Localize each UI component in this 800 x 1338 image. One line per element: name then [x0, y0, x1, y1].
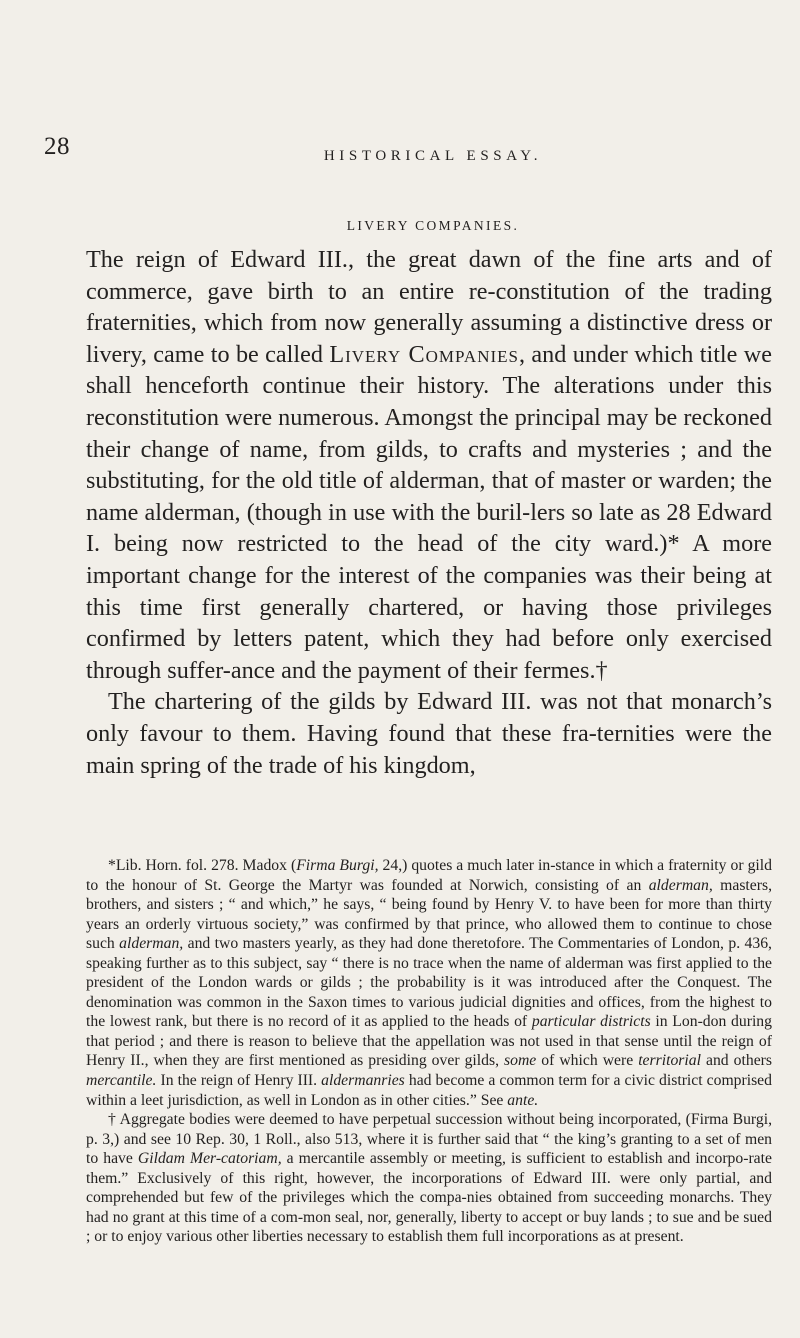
footnote-text: had become a common term for a civic district comprised within a leet jurisdiction, as well in London as in other cities.” See: [86, 1072, 772, 1109]
footnote-text: and two masters yearly, as they had done theretofore. The Commentaries of London, p. 436, speaking further as to this subject, say “ there is no trace when the name of alderman was first applied to the president of the London wards or gilds ; the probability is it was introduced after the Conquest. The denomination was common in the Saxon times to various judicial dignities and offices, from the highest to the lowest rank, but there is no record of it as applied to the heads of: [86, 935, 772, 1031]
footnote-italic: particular districts: [531, 1013, 651, 1031]
footnote-italic: Firma Burgi,: [296, 857, 379, 874]
footnote-text: In the reign of Henry III.: [156, 1072, 322, 1090]
footnote-text: of which were: [536, 1052, 639, 1070]
footnote-italic: mercantile.: [86, 1072, 157, 1090]
footnote-text: † Aggregate bodies were deemed to have perpetual succession without being incorporated, (Firma Burgi, p. 3,) and see 10 Rep. 30, 1 Roll., also 513, where it is further said that “ the king’s granting to a set of men to have: [86, 1111, 772, 1168]
footnote-italic: alderman,: [119, 935, 184, 953]
body-text-run: , and under which title we shall henceforth continue their history. The alterations under this reconstitution were numerous. Amongst the principal may be reckoned their change of name, from gilds, to crafts and mysteries ; and the substituting, for the old title of alderman, that of master or warden; the name alderman, (though in use with the buril-lers so late as 28 Edward I. being now restricted to the head of the city ward.)* A more important change for the interest of the companies was their being at this time first generally chartered, or having those privileges confirmed by letters patent, which they had before only exercised through suffer-ance and the payment of their fermes.†: [86, 340, 772, 684]
footnote-text: and others: [700, 1052, 772, 1070]
body-text-run: The reign of Edward III., the great dawn of the fine arts and of commerce, gave birth to an entire re-constitution of the trading fraternities, which from now generally assuming a distinctive dress or livery, came to be called: [86, 246, 772, 368]
footnote-text: 24,) quotes a much later in-stance in which a fraternity or gild to the honour of St. George the Martyr was founded at Norwich, consisting of an: [86, 857, 772, 894]
page-number: 28: [44, 133, 70, 160]
body-paragraph-2: The chartering of the gilds by Edward III. was not that monarch’s only favour to them. Having found that these fra-ternities were the main spring of the trade of his kingdom,: [86, 688, 772, 779]
footnote-italic: Gildam Mer-catoriam,: [137, 1150, 282, 1168]
footnote-text: masters, brothers, and sisters ; “ and which,” he says, “ being found by Henry V. to have been for more than thirty years an orderly virtuous society,” was confirmed by that prince, who allowed them to continue to chose such: [86, 876, 772, 953]
footnote-2: [86, 1110, 772, 1247]
footnote-text: a mercantile assembly or meeting, is sufficient to establish and incorpo-rate them.” Exclusively of this right, however, the incorporations of Edward III. were only partial, and comprehended but few of the privileges which the compa-nies obtained from succeeding monarchs. They had no grant at this time of a com-mon seal, nor, generally, liberty to accept or buy lands ; to sue and be sued ; or to enjoy various other liberties necessary to establish them full incorporations as at present.: [86, 1150, 772, 1246]
section-heading: LIVERY COMPANIES.: [346, 218, 520, 233]
body-paragraph-1: [86, 244, 772, 686]
body-text: [86, 244, 772, 781]
footnote-text: in Lon-don during that period ; and there is reason to believe that the appellation was not used in that sense until the reign of Henry II., when they are first mentioned as presiding over gilds,: [86, 1013, 772, 1070]
footnote-italic: aldermanries: [321, 1072, 405, 1090]
footnote-italic: territorial: [638, 1052, 701, 1070]
footnote-1: [86, 856, 772, 1110]
footnotes: [86, 856, 772, 1247]
footnote-text: *Lib. Horn. fol. 278. Madox (: [108, 857, 297, 874]
footnote-italic: alderman,: [648, 876, 713, 894]
footnote-italic: some: [504, 1052, 537, 1070]
footnote-italic: ante.: [507, 1091, 539, 1109]
running-head: HISTORICAL ESSAY.: [323, 148, 543, 164]
small-caps-term: Livery Companies: [329, 340, 519, 368]
